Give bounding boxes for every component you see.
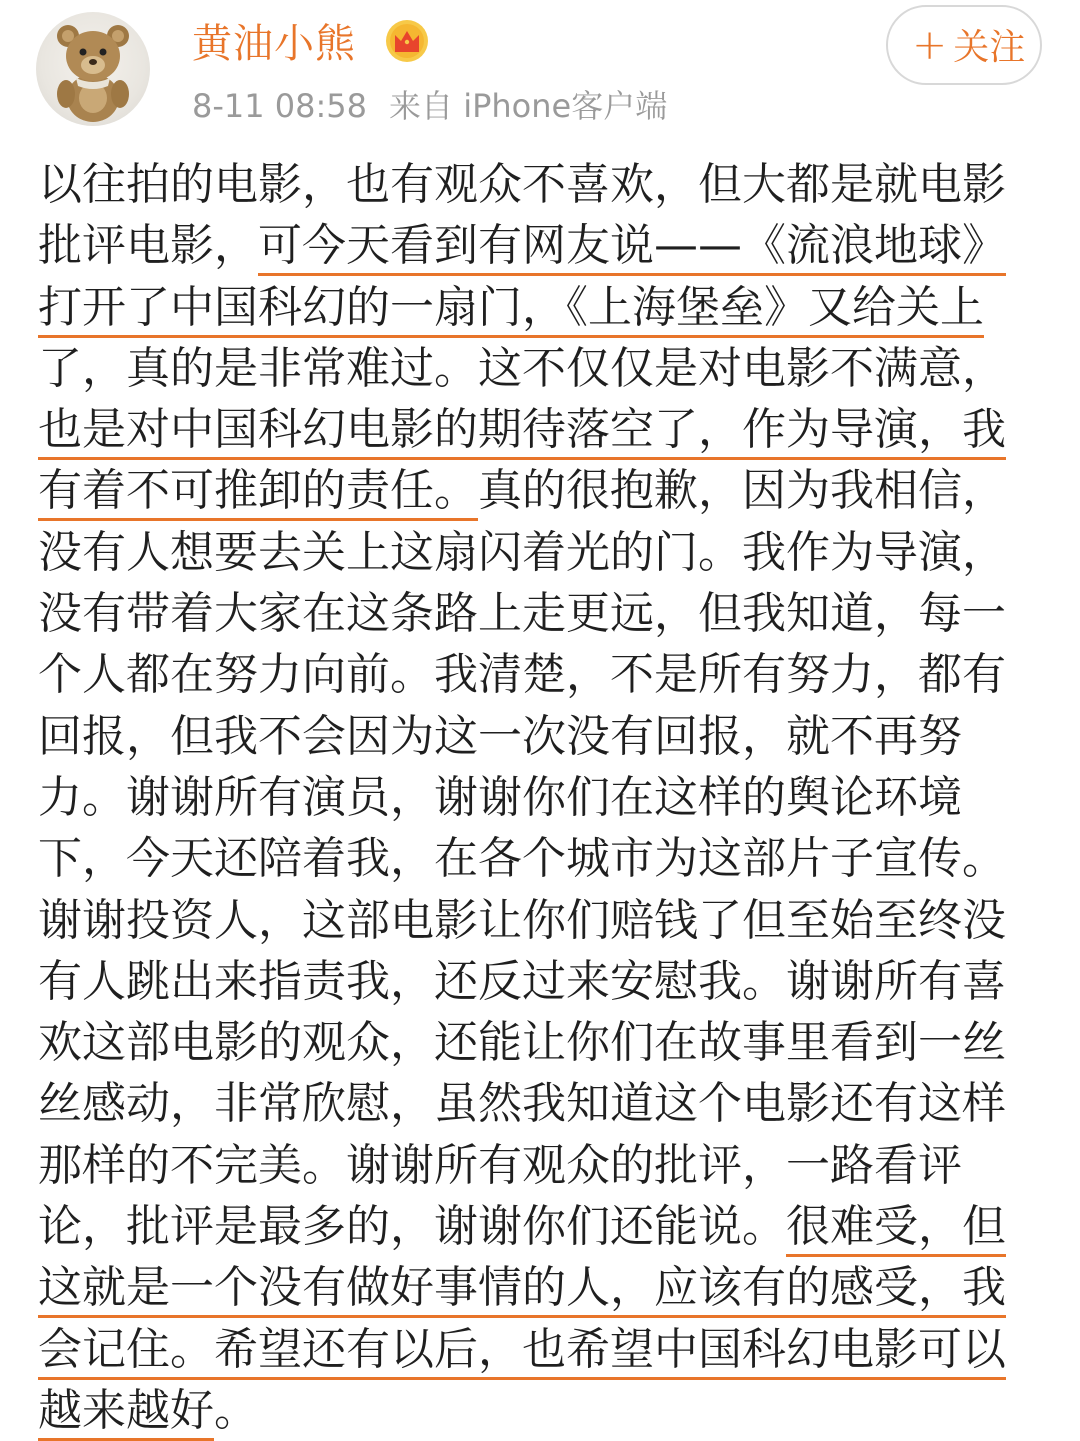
text-line [38,890,1038,951]
highlighted-text: 有着不可推卸的责任。 [38,465,478,521]
text-line [38,1135,1038,1196]
text-line [38,767,1038,828]
text-segment: 没有人想要去关上这扇闪着光的门。我作为导演， [38,526,1006,578]
text-segment: 以往拍的电影，也有观众不喜欢，但大都是就电影 [38,159,1006,210]
username[interactable]: 黄油小熊 [192,21,356,67]
highlighted-text: 打开了中国科幻的一扇门，《上海堡垒》又给关上 [38,282,984,338]
highlighted-text: 越来越好 [38,1385,214,1441]
post-time: 8-11 08:58 [192,87,368,125]
text-line [38,1257,1038,1318]
follow-button[interactable] [886,5,1042,85]
text-segment: 下，今天还陪着我，在各个城市为这部片子宣传。 [38,833,1006,885]
text-line [38,277,1038,338]
text-line [38,1012,1038,1073]
text-segment: 没有带着大家在这条路上走更远，但我知道，每一 [38,588,1006,640]
text-line [38,706,1038,767]
follow-label: 关注 [953,27,1026,68]
text-line [38,951,1038,1012]
text-line [38,1196,1038,1257]
text-segment: 力。谢谢所有演员，谢谢你们在这样的舆论环境 [38,771,962,823]
post-meta [192,86,667,126]
text-segment: 了，真的是非常难过。这不仅仅是对电影不满意， [38,342,1006,394]
text-segment: 谢谢投资人，这部电影让你们赔钱了但至始至终没 [38,894,1006,946]
text-segment: 回报，但我不会因为这一次没有回报，就不再努 [38,710,962,762]
text-segment: 论，批评是最多的，谢谢你们还能说。 [38,1201,786,1253]
text-segment: 个人都在努力向前。我清楚，不是所有努力，都有 [38,649,1006,701]
text-line [38,828,1038,889]
text-segment: 欢这部电影的观众，还能让你们在故事里看到一丝 [38,1017,1006,1069]
highlighted-text: 可今天看到有网友说——《流浪地球》 [258,220,1006,276]
highlighted-text: 也是对中国科幻电影的期待落空了，作为导演，我 [38,404,1006,460]
crown-badge-icon [384,18,430,64]
text-line [38,644,1038,705]
text-segment: 批评电影， [38,220,258,272]
post-body [38,154,1038,1441]
highlighted-text: 会记住。希望还有以后，也希望中国科幻电影可以 [38,1324,1006,1380]
text-segment: 真的很抱歉，因为我相信， [478,465,1006,517]
text-segment: 有人跳出来指责我，还反过来安慰我。谢谢所有喜 [38,955,1006,1007]
text-line [38,338,1038,399]
text-segment: 那样的不完美。谢谢所有观众的批评，一路看评 [38,1139,962,1191]
text-line [38,583,1038,644]
text-line [38,522,1038,583]
teddy-bear-icon [36,12,150,126]
highlighted-text: 这就是一个没有做好事情的人，应该有的感受，我 [38,1262,1006,1318]
text-segment: 丝感动，非常欣慰，虽然我知道这个电影还有这样 [38,1078,1006,1130]
text-line [38,215,1038,276]
avatar[interactable] [36,12,150,126]
text-line [38,1319,1038,1380]
text-line [38,460,1038,521]
post-source: 来自 iPhone客户端 [389,87,668,125]
plus-icon: + [912,20,948,69]
text-line [38,399,1038,460]
post-header [0,0,1080,140]
text-line [38,1073,1038,1134]
text-line [38,154,1038,215]
highlighted-text: 很难受，但 [786,1201,1006,1257]
text-segment: 。 [214,1384,258,1436]
